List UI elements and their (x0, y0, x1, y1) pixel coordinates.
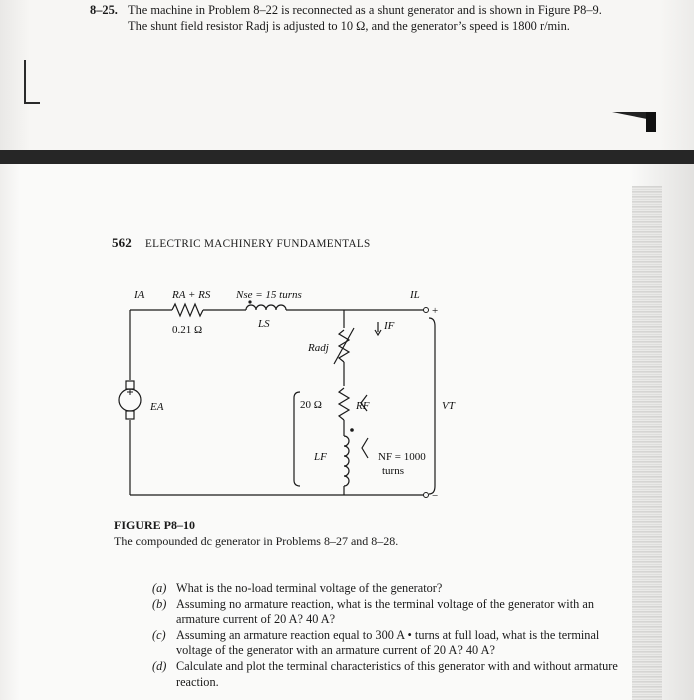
question-text: What is the no-load terminal voltage of the generator? (176, 581, 443, 595)
question-text: Assuming no armature reaction, what is the terminal voltage of the generator with an armature current of 20 A? 40 A? (176, 596, 594, 627)
label-20-ohm: 20 Ω (300, 399, 322, 411)
label-terminal-minus: − (432, 490, 439, 502)
field-dot (350, 428, 354, 432)
question-list (152, 581, 622, 690)
question-label: (a) (152, 581, 167, 595)
problem-number: 8–25. (90, 3, 118, 17)
label-nf: NF = 1000 (378, 451, 426, 463)
terminal-bottom (424, 493, 429, 498)
question-text: Assuming an armature reaction equal to 300 A • turns at full load, what is the terminal voltage of the generator with an armature current of 20 A? 40 A? (176, 627, 600, 658)
label-if: IF (384, 320, 395, 332)
question-label: (d) (152, 658, 167, 673)
question-label: (c) (152, 627, 166, 642)
question-a (152, 581, 622, 597)
brush-bottom (126, 411, 134, 419)
label-radj: Radj (308, 342, 329, 354)
vt-bracket (429, 318, 435, 494)
label-vt: VT (442, 400, 455, 412)
problem-text: The machine in Problem 8–22 is reconnected as a shunt generator and is shown in Figure P8–9. The shunt field resistor Radj is adjusted to 10 Ω, and the generator’s speed is 1800 r/min. (128, 3, 602, 33)
label-rf: RF (356, 400, 370, 412)
label-021-ohm: 0.21 Ω (172, 324, 203, 336)
label-ra-rs: RA + RS (172, 289, 211, 301)
label-terminal-plus: + (432, 305, 439, 317)
question-c (152, 628, 622, 659)
label-ia: IA (134, 289, 145, 301)
figure-title: FIGURE P8–10 (114, 518, 195, 532)
label-il: IL (410, 289, 420, 301)
series-coil (246, 305, 286, 310)
armature-resistor-zigzag (172, 304, 203, 316)
radj-arrow (334, 328, 354, 364)
terminal-top (424, 308, 429, 313)
label-lf: LF (314, 451, 327, 463)
field-coil (344, 436, 349, 486)
armature-plus (127, 389, 133, 395)
label-nf-turns: turns (382, 465, 404, 477)
label-ls: LS (258, 318, 270, 330)
lf-brace (362, 438, 368, 458)
running-head: ELECTRIC MACHINERY FUNDAMENTALS (145, 238, 371, 250)
rf-zigzag (339, 388, 349, 420)
figure-caption: The compounded dc generator in Problems 8–27 and 8–28. (114, 534, 399, 548)
page-number: 562 (112, 235, 132, 250)
question-label: (b) (152, 596, 167, 611)
question-text: Calculate and plot the terminal characteristics of this generator with and without armature reaction. (176, 658, 618, 689)
brush-top (126, 381, 134, 389)
question-b (152, 597, 622, 628)
label-ea: EA (150, 401, 164, 413)
question-d (152, 659, 622, 690)
label-nse: Nse = 15 turns (236, 289, 302, 301)
